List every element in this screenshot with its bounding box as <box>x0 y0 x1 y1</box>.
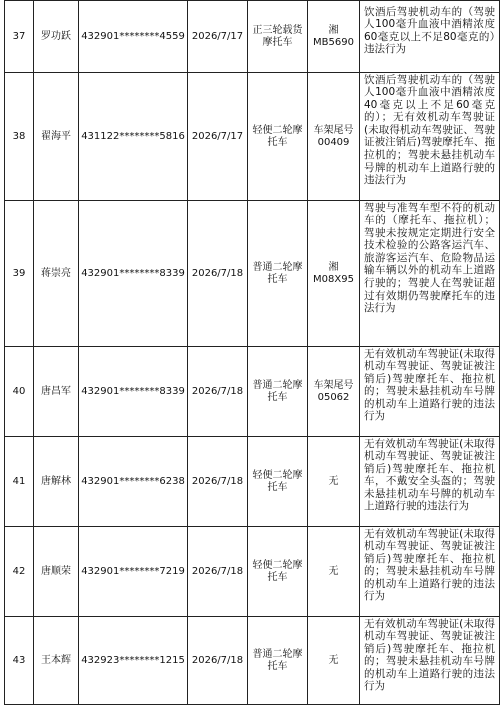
vehicle-type: 普通二轮摩托车 <box>248 347 308 437</box>
plate-number: 湘MB5690 <box>308 1 360 73</box>
violation-text: 无有效机动车驾驶证(未取得机动车驾驶证、驾驶证被注销后)驾驶摩托车、拖拉机的；驾驶未悬挂机动车号牌的机动车上道路行驶的违法行为 <box>364 527 495 603</box>
plate-number: 湘M08X95 <box>308 201 360 347</box>
violation-text: 无有效机动车驾驶证(未取得机动车驾驶证、驾驶证被注销后)驾驶摩托车、拖拉机的；驾驶未悬挂机动车号牌的机动车上道路行驶的违法行为 <box>364 617 495 693</box>
person-name: 蒋崇亮 <box>34 201 79 347</box>
record-date: 2026/7/18 <box>188 527 248 617</box>
vehicle-type: 轻便二轮摩托车 <box>248 437 308 527</box>
vehicle-type: 普通二轮摩托车 <box>248 201 308 347</box>
row-number: 38 <box>5 73 34 201</box>
vehicle-type: 轻便二轮摩托车 <box>248 73 308 201</box>
record-date: 2026/7/18 <box>188 201 248 347</box>
table-row <box>5 73 500 201</box>
table-row <box>5 201 500 347</box>
person-name: 唐顺荣 <box>34 527 79 617</box>
row-number: 43 <box>5 617 34 705</box>
plate-number: 无 <box>308 617 360 705</box>
plate-number: 车架尾号00409 <box>308 73 360 201</box>
id-number: 432901********6238 <box>79 437 188 527</box>
violation-text: 饮酒后驾驶机动车的（驾驶人100毫升血液中酒精浓度60毫克以上不足80毫克的）违法行为 <box>364 5 495 56</box>
id-number: 432901********7219 <box>79 527 188 617</box>
violation-text: 饮酒后驾驶机动车的（驾驶人100毫升血液中酒精浓度40毫克以上不足60毫克的）；无有效机动车驾驶证(未取得机动车驾驶证、驾驶证被注销后)驾驶摩托车、拖拉机的；驾驶未悬挂机动车号牌的机动车上道路行驶的违法行为 <box>364 73 495 187</box>
row-number: 42 <box>5 527 34 617</box>
violation-cell <box>360 617 500 705</box>
vehicle-type: 正三轮载货摩托车 <box>248 1 308 73</box>
violation-cell <box>360 201 500 347</box>
violation-text: 无有效机动车驾驶证(未取得机动车驾驶证、驾驶证被注销后)驾驶摩托车、拖拉机车，不戴安全头盔的；驾驶未悬挂机动车号牌的机动车上道路行驶的违法行为 <box>364 437 495 513</box>
id-number: 432923********1215 <box>79 617 188 705</box>
violation-records-table <box>4 0 500 705</box>
row-number: 41 <box>5 437 34 527</box>
id-number: 432901********8339 <box>79 201 188 347</box>
table-row <box>5 527 500 617</box>
row-number: 37 <box>5 1 34 73</box>
record-date: 2026/7/18 <box>188 617 248 705</box>
violation-text: 无有效机动车驾驶证(未取得机动车驾驶证、驾驶证被注销后)驾驶摩托车、拖拉机的；驾驶未悬挂机动车号牌的机动车上道路行驶的违法行为 <box>364 347 495 423</box>
row-number: 39 <box>5 201 34 347</box>
violation-cell <box>360 1 500 73</box>
record-date: 2026/7/17 <box>188 73 248 201</box>
record-date: 2026/7/17 <box>188 1 248 73</box>
id-number: 432901********8339 <box>79 347 188 437</box>
id-number: 432901********4559 <box>79 1 188 73</box>
record-date: 2026/7/18 <box>188 347 248 437</box>
person-name: 罗功跃 <box>34 1 79 73</box>
table-row <box>5 437 500 527</box>
vehicle-type: 轻便二轮摩托车 <box>248 527 308 617</box>
person-name: 王本辉 <box>34 617 79 705</box>
record-date: 2026/7/18 <box>188 437 248 527</box>
person-name: 唐解林 <box>34 437 79 527</box>
violation-text: 驾驶与准驾车型不符的机动车的（摩托车、拖拉机）；驾驶未按规定定期进行安全技术检验的公路客运汽车、旅游客运汽车、危险物品运输车辆以外的机动车上道路行驶的；驾驶人在驾驶证超过有效期仍驾驶摩托车的违法行为 <box>364 201 495 315</box>
plate-number: 车架尾号05062 <box>308 347 360 437</box>
table-row <box>5 617 500 705</box>
row-number: 40 <box>5 347 34 437</box>
table-row <box>5 1 500 73</box>
plate-number: 无 <box>308 527 360 617</box>
violation-cell <box>360 437 500 527</box>
id-number: 431122********5816 <box>79 73 188 201</box>
violation-cell <box>360 73 500 201</box>
person-name: 唐昌军 <box>34 347 79 437</box>
table-row <box>5 347 500 437</box>
plate-number: 无 <box>308 437 360 527</box>
person-name: 翟海平 <box>34 73 79 201</box>
vehicle-type: 普通二轮摩托车 <box>248 617 308 705</box>
violation-cell <box>360 527 500 617</box>
violation-cell <box>360 347 500 437</box>
